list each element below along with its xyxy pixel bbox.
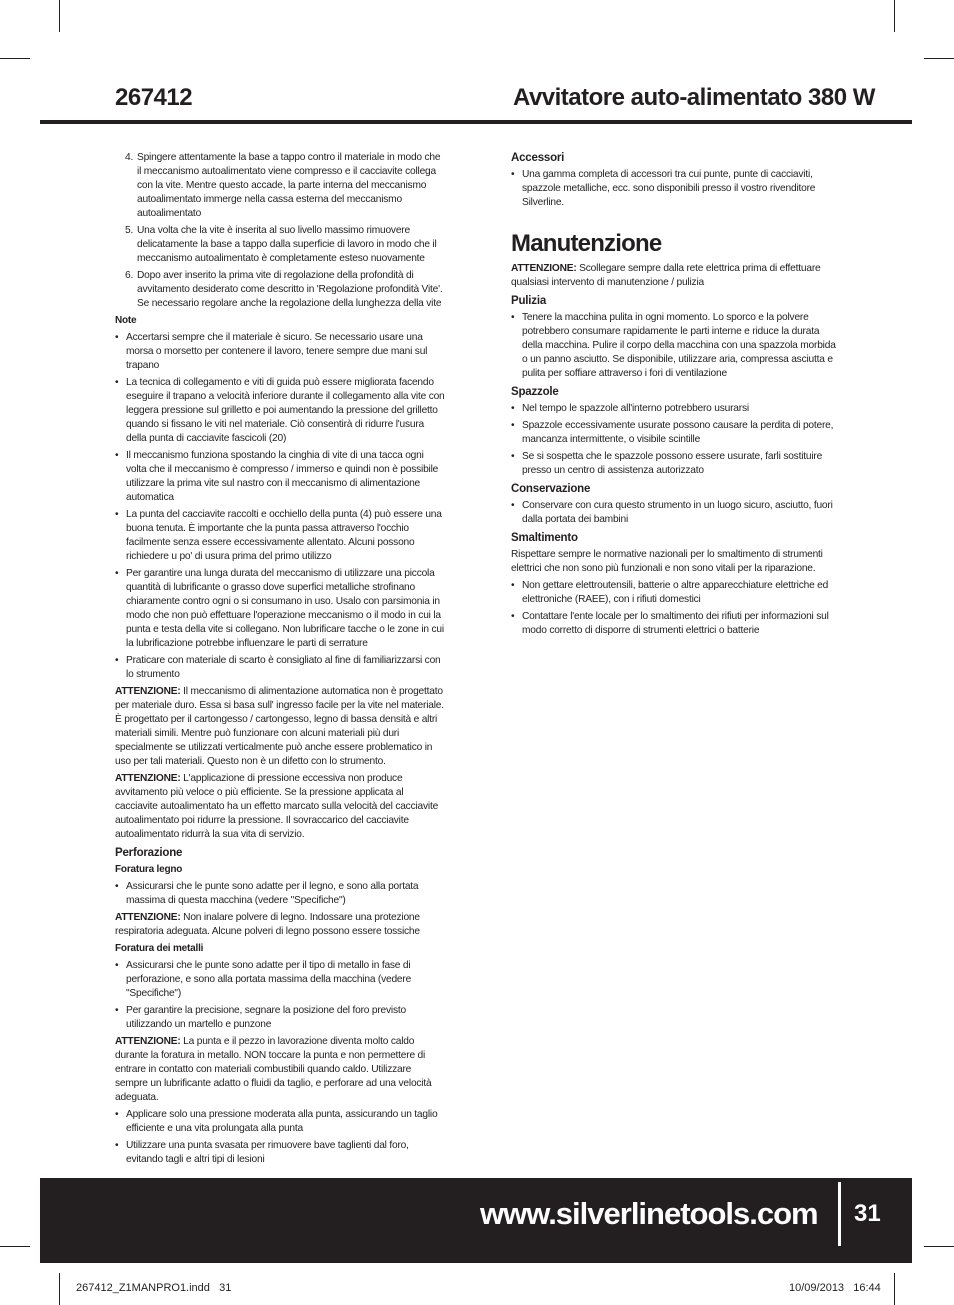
brushes-heading: Spazzole [511,386,559,398]
warning-label: ATTENZIONE: [115,773,181,784]
list-item: • Assicurarsi che le punte sono adatte per il tipo di metallo in fase di perforazione, e sono alla portata massima della macchina (vedere "Specifiche") [115,960,412,999]
crop-mark [894,0,895,32]
warning-label: ATTENZIONE: [115,686,181,697]
step-text: Spingere attentamente la base a tappo contro il materiale in modo che il meccanismo autoalimentato viene compresso e il cacciavite collega con la vite. Mentre questo accade, la parte interna del meccanismo autoalimentato immerge nella cassa esterna del meccanismo autoalimentato [137,152,441,219]
crop-mark [0,1246,30,1247]
crop-mark [894,1273,895,1305]
product-code: 267412 [115,84,193,111]
disposal-text: Rispettare sempre le normative nazionali per lo smaltimento di strumenti elettrici che non sono più funzionali e non sono vitali per la riparazione. [511,549,823,574]
list-item: • Praticare con materiale di scarto è consigliato al fine di familiarizzarsi con lo strumento [115,655,441,680]
wood-heading: Foratura legno [115,864,183,875]
notes-list [115,331,445,682]
list-item: • Per garantire una lunga durata del meccanismo di utilizzare una piccola quantità di lubrificante o grasso dove superfici metalliche strofinano chiaramente contro ogni o si consumano in uso. Usalo con parsimonia in modo che non può effettuare l'operazione meccanismo o il modo in cui la punta e testa della vite si collegano. Non lubrificare tacche o le zone in cui la lubrificazione potrebbe influenzare le parti di serrature [115,568,444,649]
crop-mark [924,1246,954,1247]
list-item [115,151,445,221]
list-item: • Tenere la macchina pulita in ogni momento. Lo sporco e la polvere potrebbero consumare rapidamente le parti interne e riduce la durata della macchina. Pulire il corpo della macchina con una spazzola morbida o un panno asciutto. Se disponibile, utilizzare aria, compressa asciutta e pulita per soffiare attraverso i fori di ventilazione [511,312,836,379]
crop-mark [0,58,30,59]
brushes-list [511,402,837,478]
list-item: • Non gettare elettroutensili, batterie o altre apparecchiature elettriche ed elettroniche (RAEE), con i rifiuti domestici [511,580,829,605]
date-slug: 10/09/2013 16:44 [789,1282,881,1294]
list-item: • Assicurarsi che le punte sono adatte per il legno, e sono alla portata massima di questa macchina (vedere "Specifiche") [115,881,419,906]
accessories-heading: Accessori [511,152,565,164]
step-number: 4. [125,152,134,163]
list-item [115,269,445,311]
steps-list [115,151,445,311]
list-item: • Per garantire la precisione, segnare la posizione del foro previsto utilizzando un martello e punzone [115,1005,406,1030]
warning-paragraph: ATTENZIONE: Scollegare sempre dalla rete elettrica prima di effettuare qualsiasi intervento di manutenzione / pulizia [511,263,821,288]
header-rule [40,120,912,124]
list-item: • Accertarsi sempre che il materiale è sicuro. Se necessario usare una morsa o morsetto per contenere il lavoro, tenere sempre due mani sul trapano [115,332,428,371]
drilling-heading: Perforazione [115,847,183,859]
file-slug: 267412_Z1MANPRO1.indd 31 [76,1282,232,1294]
storage-list [511,499,837,527]
right-column [511,151,837,641]
final-list [115,1108,445,1167]
crop-mark [59,1273,60,1305]
list-item: • Spazzole eccessivamente usurate possono causare la perdita di potere, mancanza intermittente, o visibile scintille [511,420,834,445]
footer-divider [838,1182,841,1246]
list-item: • Nel tempo le spazzole all'interno potrebbero usurarsi [511,403,749,414]
step-text: Una volta che la vite è inserita al suo livello massimo rimuovere delicatamente la base a tappo dalla superficie di lavoro in modo che il meccanismo autoalimentato è completamente esteso nuovamente [137,225,437,264]
wood-list [115,880,445,908]
list-item: • Conservare con cura questo strumento in un luogo sicuro, asciutto, fuori dalla portata dei bambini [511,500,833,525]
accessories-list [511,168,837,210]
page-title: Avvitatore auto-alimentato 380 W [513,84,875,111]
list-item: • Se si sospetta che le spazzole possono essere usurate, farli sostituire presso un centro di assistenza autorizzato [511,451,823,476]
warning-paragraph: ATTENZIONE: La punta e il pezzo in lavorazione diventa molto caldo durante la foratura in metallo. NON toccare la punta e non permettere di entrare in contatto con materiali combustibili quando caldo. Utilizzare sempre un lubrificante adatto o fluidi da taglio, e perforare ad una velocità adeguata. [115,1036,432,1103]
left-column [115,151,445,1170]
crop-mark [59,0,60,32]
cleaning-heading: Pulizia [511,295,547,307]
step-number: 5. [125,225,134,236]
disposal-heading: Smaltimento [511,532,578,544]
list-item: • Contattare l'ente locale per lo smaltimento dei rifiuti per informazioni sul modo corretto di disporre di strumenti elettrici o batterie [511,611,829,636]
list-item: • Applicare solo una pressione moderata alla punta, assicurando un taglio efficiente e una vita prolungata alla punta [115,1109,438,1134]
storage-heading: Conservazione [511,483,591,495]
step-number: 6. [125,270,134,281]
note-heading: Note [115,315,137,326]
warning-label: ATTENZIONE: [115,912,181,923]
warning-paragraph: ATTENZIONE: Il meccanismo di alimentazione automatica non è progettato per materiale duro. Essa si basa sull' ingresso facile per la vite nel materiale. È progettato per il cartongesso / cartongesso, legno di bassa densità e altri materiali simili. Mentre può funzionare con alcuni materiali più duri specialmente se utilizzati verticalmente può anche essere problematico in uso per tali materiali. Questo non è un difetto con lo strumento. [115,686,444,767]
list-item: • La tecnica di collegamento e viti di guida può essere migliorata facendo eseguire il trapano a velocità inferiore durante il collegamento alla vite con leggera pressione sul grilletto e poi aumentando la pressione del grilletto quando si fissano le viti nel materiale. Ciò consentirà di ridurre l'usura della punta di cacciavite fascicoli (20) [115,377,445,444]
website-link[interactable]: www.silverlinetools.com [480,1196,818,1231]
warning-label: ATTENZIONE: [511,263,577,274]
list-item: • Utilizzare una punta svasata per rimuovere bave taglienti dal foro, evitando tagli e altri tipi di lesioni [115,1140,409,1165]
cleaning-list [511,311,837,381]
warning-paragraph: ATTENZIONE: Non inalare polvere di legno. Indossare una protezione respiratoria adeguata. Alcune polveri di legno possono essere tossiche [115,912,420,937]
metal-heading: Foratura dei metalli [115,943,204,954]
warning-paragraph: ATTENZIONE: L'applicazione di pressione eccessiva non produce avvitamento più veloce o più efficiente. Se la pressione applicata al cacciavite autoalimentato ha un effetto marcato sulla velocità del cacciavite autoalimentato poi ridurre la pressione. Il sovraccarico del cacciavite autoalimentato ridurrà la sua vita di servizio. [115,773,439,840]
disposal-list [511,579,837,638]
maintenance-heading: Manutenzione [511,230,662,257]
list-item: • Una gamma completa di accessori tra cui punte, punte di cacciaviti, spazzole metalliche, ecc. sono disponibili presso il vostro rivenditore Silverline. [511,169,816,208]
page-number: 31 [854,1200,881,1227]
list-item: • Il meccanismo funziona spostando la cinghia di vite di una tacca ogni volta che il meccanismo è compresso / immerso e quindi non è possibile utilizzare la prima vite sul nastro con il meccanismo di alimentazione automatica [115,450,439,503]
crop-mark [924,58,954,59]
step-text: Dopo aver inserito la prima vite di regolazione della profondità di avvitamento desiderato come descritto in 'Regolazione profondità Vite'. Se necessario regolare anche la regolazione della lunghezza della vite [137,270,443,309]
metal-list [115,959,445,1032]
list-item [115,224,445,266]
warning-label: ATTENZIONE: [115,1036,181,1047]
list-item: • La punta del cacciavite raccolti e occhiello della punta (4) può essere una buona tenuta. È importante che la punta passa attraverso l'occhio facilmente senza essere eccessivamente allentato. Alcuni possono richiedere u po' di usura prima del primo utilizzo [115,509,442,562]
